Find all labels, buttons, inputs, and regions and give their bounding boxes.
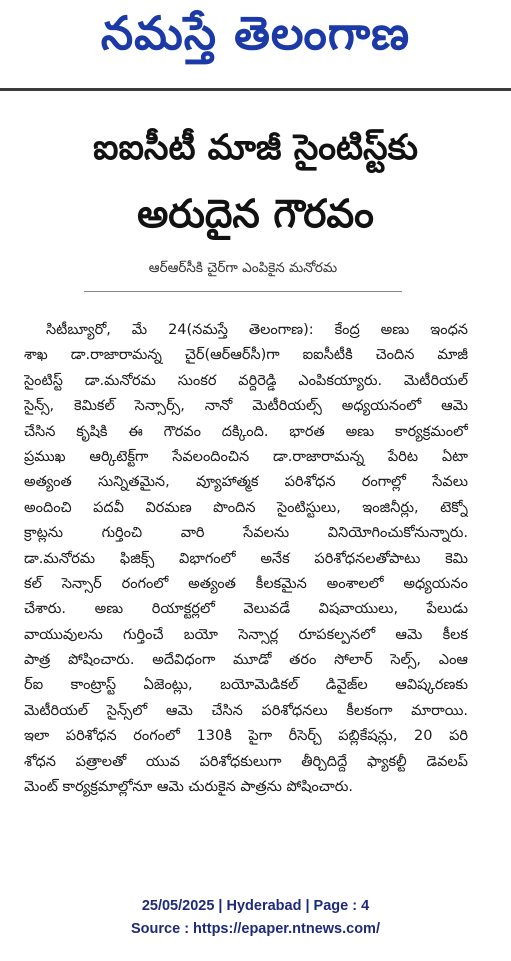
body-line: అందించి పదవీ విరమణ పొందిన సైంటిస్టులు, ఇంజినీర్లు, టెక్నో — [24, 499, 468, 516]
masthead-divider — [0, 88, 511, 91]
body-line: సైన్స్‌, కెమికల్‌ సెన్సార్స్‌, నానో మెటీరియల్స్‌ అధ్యయనంలో ఆమె — [24, 398, 468, 415]
body-line: శోధన పత్రాలతో యువ పరిశోధకులుగా తీర్చిదిద్దే ఫ్యాకల్టీ డెవలప్‌ — [24, 753, 468, 770]
subheading: ఆర్‌ఆర్‌సీకి చైర్‌గా ఎంపికైన మనోరమ — [148, 260, 338, 276]
subheading-underline — [84, 291, 402, 292]
source-link[interactable]: Source : https://epaper.ntnews.com/ — [131, 921, 380, 937]
article-body — [24, 318, 468, 800]
body-line: సైంటిస్ట్‌ డా.మనోరమ సుంకర వర్దిరెడ్డి ఎంపికయ్యారు. మెటీరియల్‌ — [24, 372, 468, 389]
body-line: మెంట్‌ కార్యక్రమాల్లోనూ ఆమె చురుకైన పాత్రను పోషించారు. — [24, 779, 353, 796]
body-line: చేసిన కృషికి ఈ గౌరవం దక్కింది. భారత అణు కార్యక్రమంలో — [24, 423, 468, 440]
edition-info: 25/05/2025 | Hyderabad | Page : 4 — [141, 898, 370, 914]
masthead-logo: నమస్తే తెలంగాణ — [100, 6, 411, 60]
body-line: ప్రముఖ ఆర్కిటెక్ట్‌గా సేవలందించిన డా.రాజారామన్న పేరిట ఏటా — [24, 448, 468, 465]
body-line: పాత్ర పోషించారు. అదేవిధంగా మూడో తరం సోలార్‌ సెల్స్‌, ఎంఆ — [24, 652, 468, 669]
body-line: ఇలా పరిశోధన రంగంలో 130కి పైగా రీసెర్చ్‌ పబ్లికేషన్లు, 20 పరి — [24, 728, 468, 745]
body-line: శాఖ డా.రాజారామన్న చైర్‌(ఆర్‌ఆర్‌సీ)గా ఐఐసీటీకి చెందిన మాజీ — [24, 347, 468, 364]
headline-line-1: ఐఐసీటీ మాజీ సైంటిస్ట్‌కు — [93, 128, 418, 168]
masthead — [0, 0, 511, 88]
headline-line-2: అరుదైన గౌరవం — [137, 192, 374, 237]
body-line: సిటీబ్యూరో, మే 24(నమస్తే తెలంగాణ): కేంద్ర అణు ఇంధన — [46, 322, 468, 338]
body-line: కల్‌ సెన్సార్‌ రంగంలో అత్యంత కీలకమైన అంశాలలో అధ్యయనం — [24, 575, 468, 592]
body-line: క్రాట్లను గుర్తించి వారి సేవలను వినియోగించుకోనున్నారు. — [24, 525, 468, 542]
body-line: అత్యంత సున్నితమైన, వ్యూహాత్మక పరిశోధన రంగాల్లో సేవలు — [24, 474, 468, 491]
body-line: చేశారు. అణు రియాక్టర్లలో వెలువడే విషవాయులు, పేలుడు — [24, 601, 468, 618]
body-line: వాయువులను గుర్తించే బయో సెన్సార్ల రూపకల్పనలో ఆమె కీలక — [24, 626, 468, 643]
body-line: డా.మనోరమ ఫిజిక్స్‌ విభాగంలో అనేక పరిశోధనలతోపాటు కెమి — [24, 550, 468, 567]
body-line: ర్‌ఐ కాంట్రాస్ట్‌ ఏజెంట్లు, బయోమెడికల్‌ డివైజ్‌ల ఆవిష్కరణకు — [24, 677, 468, 694]
body-line: మెటీరియల్‌ సైన్స్‌లో ఆమె చేసిన పరిశోధనలు కీలకంగా మారాయి. — [24, 702, 468, 719]
